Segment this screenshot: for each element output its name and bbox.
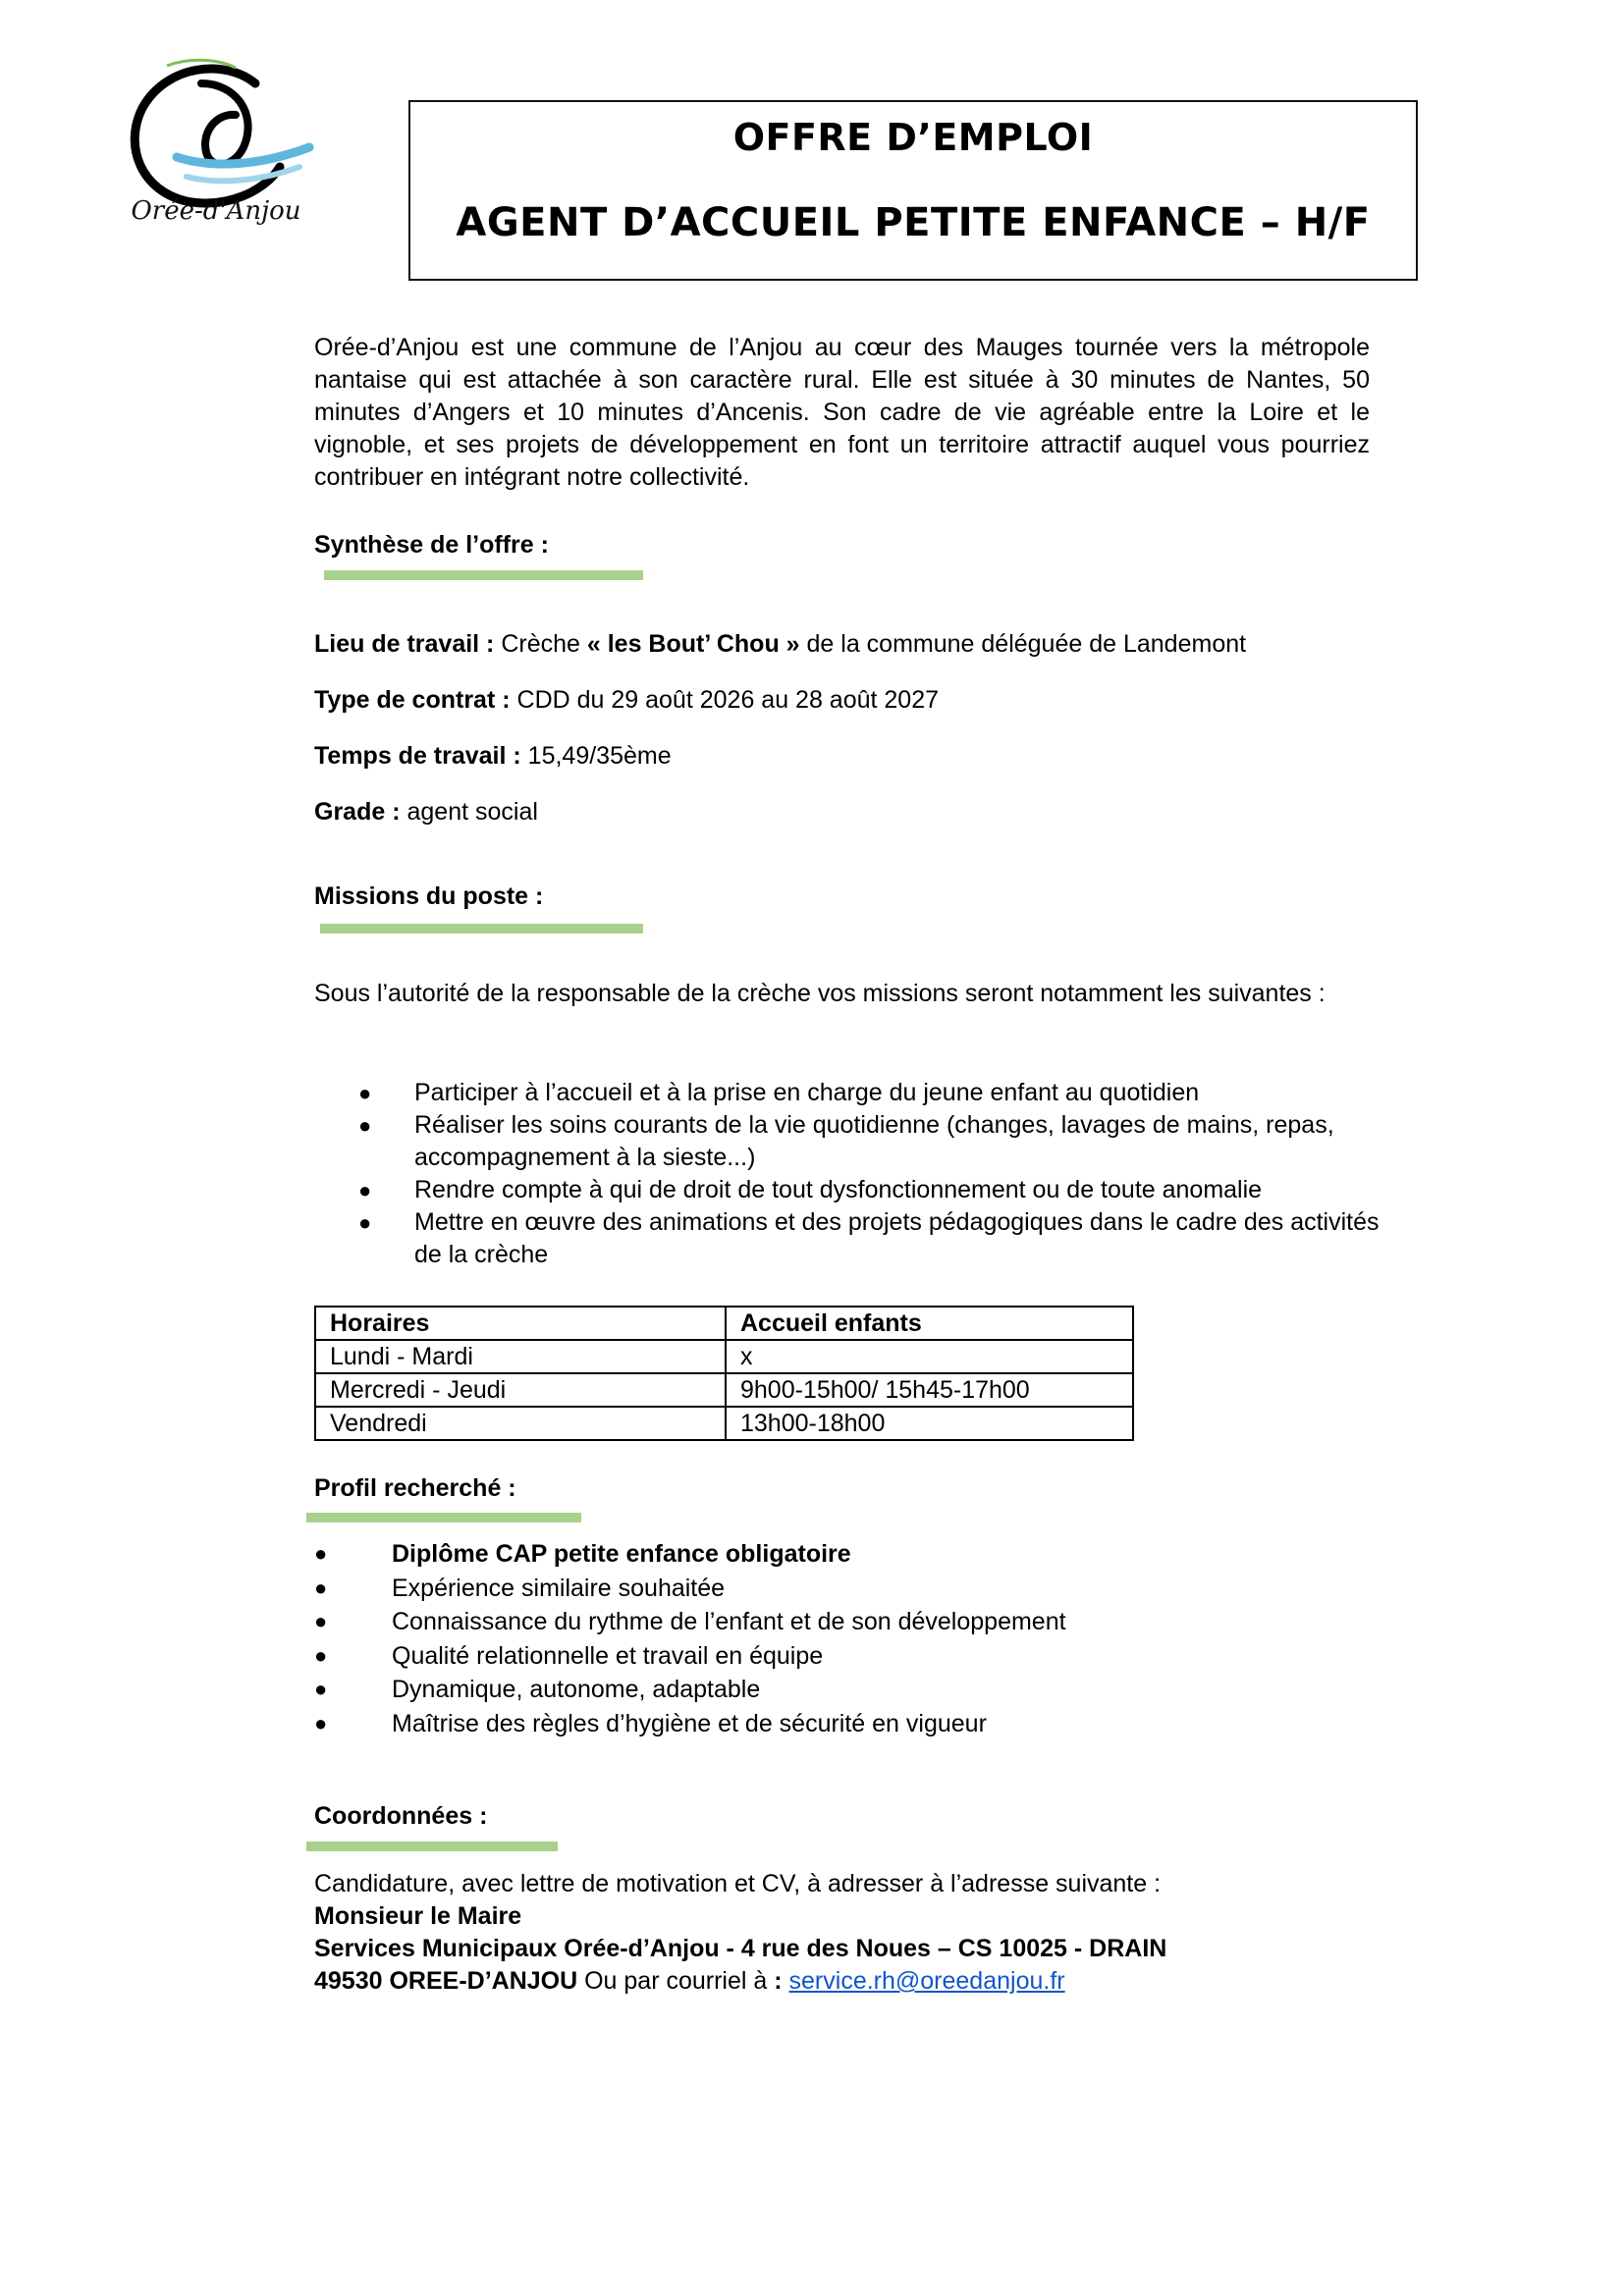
field-label: Temps de travail : [314, 742, 521, 770]
list-item-text: Mettre en œuvre des animations et des projets pédagogiques dans le cadre des activités de la crèche [414, 1208, 1380, 1268]
bullet-icon: ● [358, 1210, 372, 1235]
bullet-icon: ● [314, 1677, 328, 1701]
list-item [314, 1639, 1296, 1674]
section-title-profil: Profil recherché : [314, 1474, 516, 1502]
table-cell: Mercredi - Jeudi [315, 1373, 726, 1407]
table-cell: 13h00-18h00 [726, 1407, 1133, 1440]
bullet-icon: ● [314, 1710, 328, 1735]
bullet-icon: ● [314, 1609, 328, 1633]
list-item-text: Maîtrise des règles d’hygiène et de sécurité en vigueur [392, 1709, 987, 1737]
list-item [314, 1077, 1391, 1109]
section-underline [324, 570, 643, 580]
section-underline [320, 924, 643, 934]
horaires-table [314, 1306, 1134, 1441]
field-label: Lieu de travail : [314, 630, 495, 658]
field-label: Type de contrat : [314, 686, 511, 714]
field-lieu [314, 630, 1246, 659]
list-item-text: Réaliser les soins courants de la vie quotidienne (changes, lavages de mains, repas, accompagnement à la sieste...) [414, 1111, 1334, 1171]
table-header: Accueil enfants [726, 1307, 1133, 1340]
table-row [315, 1373, 1133, 1407]
field-value: agent social [400, 798, 538, 826]
field-value: Crèche [494, 630, 587, 658]
field-value: de la commune déléguée de Landemont [799, 630, 1247, 658]
creche-name: « les Bout’ Chou » [586, 630, 800, 658]
section-title-synthese: Synthèse de l’offre : [314, 531, 549, 559]
list-item-text: Expérience similaire souhaitée [392, 1574, 726, 1602]
contact-line-email [314, 1965, 1394, 1998]
bullet-icon: ● [358, 1113, 372, 1138]
list-item [314, 1572, 1296, 1606]
list-item [314, 1109, 1391, 1174]
section-underline [306, 1513, 581, 1522]
intro-paragraph: Orée-d’Anjou est une commune de l’Anjou au cœur des Mauges tournée vers la métropole nantaise qui est attachée à son caractère rural. Elle est située à 30 minutes de Nantes, 50 minutes d’Angers et 10 minutes d’Ancenis. Son cadre de vie agréable entre la Loire et le vignoble, et ses projets de développement en font un territoire attractif auquel vous pourriez contribuer en intégrant notre collectivité. [314, 334, 1370, 491]
table-header: Horaires [315, 1307, 726, 1340]
list-item-text: Dynamique, autonome, adaptable [392, 1676, 761, 1703]
list-item-text: Rendre compte à qui de droit de tout dysfonctionnement ou de toute anomalie [414, 1176, 1263, 1203]
field-value: 15,49/35ème [520, 742, 672, 770]
list-item [314, 1537, 1296, 1572]
section-title-coordonnees: Coordonnées : [314, 1802, 488, 1830]
postal-code-city: 49530 OREE-D’ANJOU [314, 1967, 578, 1995]
list-item [314, 1707, 1296, 1741]
field-grade [314, 798, 538, 827]
bullet-icon: ● [314, 1541, 328, 1566]
recipient-address: Services Municipaux Orée-d’Anjou - 4 rue des Noues – CS 10025 - DRAIN [314, 1935, 1167, 1962]
list-item-text: Diplôme CAP petite enfance obligatoire [392, 1540, 851, 1568]
colon: : [774, 1967, 783, 1995]
logo-text: Orée-d'Anjou [131, 196, 301, 226]
table-cell: Lundi - Mardi [315, 1340, 726, 1373]
profil-list [314, 1537, 1296, 1740]
list-item-text: Connaissance du rythme de l’enfant et de son développement [392, 1608, 1066, 1635]
section-underline [306, 1842, 558, 1851]
bullet-icon: ● [358, 1081, 372, 1105]
bullet-icon: ● [358, 1178, 372, 1202]
table-row [315, 1340, 1133, 1373]
list-item-text: Participer à l’accueil et à la prise en charge du jeune enfant au quotidien [414, 1079, 1200, 1106]
section-title-missions: Missions du poste : [314, 882, 544, 910]
recipient-name: Monsieur le Maire [314, 1902, 522, 1930]
email-link[interactable]: service.rh@oreedanjou.fr [788, 1967, 1065, 1995]
contact-text: Ou par courriel à [577, 1967, 775, 1995]
offer-type-title: OFFRE D’EMPLOI [732, 116, 1094, 159]
missions-intro: Sous l’autorité de la responsable de la crèche vos missions seront notamment les suivantes : [314, 980, 1326, 1007]
table-cell: x [726, 1340, 1133, 1373]
field-contrat [314, 686, 939, 715]
field-label: Grade : [314, 798, 401, 826]
list-item [314, 1174, 1391, 1206]
title-box [408, 100, 1418, 281]
contact-block [314, 1868, 1394, 1998]
table-cell: 9h00-15h00/ 15h45-17h00 [726, 1373, 1133, 1407]
table-cell: Vendredi [315, 1407, 726, 1440]
table-header-row [315, 1307, 1133, 1340]
field-temps [314, 742, 672, 771]
job-title: AGENT D’ACCUEIL PETITE ENFANCE – H/F [456, 200, 1371, 245]
missions-list [314, 1077, 1391, 1271]
bullet-icon: ● [314, 1642, 328, 1668]
field-value: CDD du 29 août 2026 au 28 août 2027 [510, 686, 940, 714]
list-item [314, 1605, 1296, 1639]
contact-line: Candidature, avec lettre de motivation et CV, à adresser à l’adresse suivante : [314, 1870, 1162, 1897]
list-item [314, 1673, 1296, 1707]
table-row [315, 1407, 1133, 1440]
list-item-text: Qualité relationnelle et travail en équipe [392, 1641, 824, 1670]
list-item [314, 1206, 1391, 1271]
bullet-icon: ● [314, 1575, 328, 1600]
